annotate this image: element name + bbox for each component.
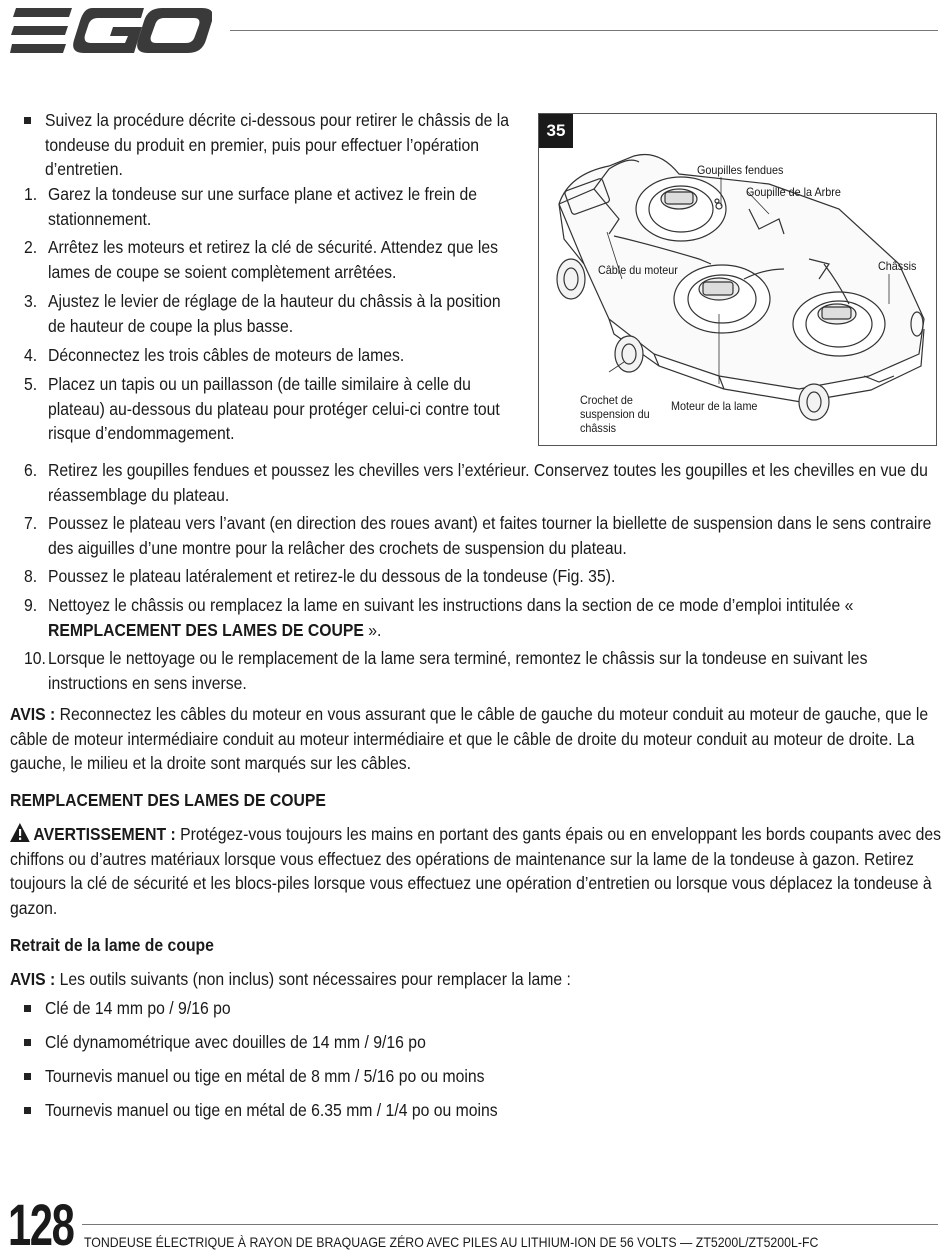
warning-text: Protégez-vous toujours les mains en portant des gants épais ou en enveloppant les bords coupants avec des chiffons ou d’autres matériaux lorsque vous effectuez des opérations de maintenance sur la lame de la tondeuse à gazon. Retirez toujours la clé de sécurité et les blocs-piles lorsque vous effectuez une opération d’entretien ou lorsque vous déplacez la tondeuse à gazon. (10, 824, 941, 918)
label-hook-3: châssis (580, 421, 617, 435)
section-title: REMPLACEMENT DES LAMES DE COUPE (10, 790, 326, 810)
bullet-square (24, 1039, 31, 1046)
label-shaft-pin: Goupille de la Arbre (746, 185, 841, 199)
figure-number: 35 (539, 114, 573, 148)
step-number: 8. (24, 566, 38, 586)
label-motor-cable: Câble du moteur (598, 263, 678, 277)
bullet-square (24, 1005, 31, 1012)
label-blade-motor: Moteur de la lame (671, 399, 758, 413)
step-text: Poussez le plateau latéralement et retirez-le du dessous de la tondeuse (Fig. 35). (48, 566, 616, 586)
step-text: Garez la tondeuse sur une surface plane et activez le frein de stationnement. (48, 184, 478, 229)
intro-bullet (24, 108, 544, 182)
step-text: Placez un tapis ou un paillasson (de taille similaire à celle du plateau) au-dessous du plateau pour protéger celui-ci contre tout risque d’endommagement. (48, 374, 500, 443)
step-10 (24, 646, 950, 699)
intro-step-5 (24, 372, 544, 448)
step-text-before: Nettoyez le châssis ou remplacez la lame en suivant les instructions dans la section de ce mode d’emploi intitulée « (48, 595, 854, 615)
step-text: Poussez le plateau vers l’avant (en direction des roues avant) et faites tourner la biellette de suspension dans le sens contraire des aiguilles d’une montre pour la relâcher des crochets de suspension du plateau. (48, 513, 932, 558)
figure-35 (538, 113, 937, 446)
page-number: 128 (8, 1193, 74, 1258)
footer-title: TONDEUSE ÉLECTRIQUE À RAYON DE BRAQUAGE ZÉRO AVEC PILES AU LITHIUM-ION DE 56 VOLTS — ZT5200L/ZT5200L-FC (84, 1234, 819, 1250)
list-item (24, 1030, 724, 1064)
step-7 (24, 511, 950, 564)
notice-label: AVIS : (10, 969, 56, 989)
ego-logo (10, 8, 212, 54)
step-number: 9. (24, 595, 38, 615)
header-rule (230, 30, 938, 31)
step-text-after: ». (363, 619, 382, 640)
tool-text: Tournevis manuel ou tige en métal de 6.35 mm / 1/4 po ou moins (45, 1100, 498, 1120)
notice-text: Les outils suivants (non inclus) sont nécessaires pour remplacer la lame : (55, 969, 571, 989)
tool-text: Clé dynamométrique avec douilles de 14 mm / 9/16 po (45, 1032, 426, 1052)
tool-text: Tournevis manuel ou tige en métal de 8 mm / 5/16 po ou moins (45, 1066, 485, 1086)
warning-label: AVERTISSEMENT : (33, 824, 176, 844)
intro-section (24, 108, 544, 448)
label-hook-2: suspension du (580, 407, 650, 421)
step-text: Lorsque le nettoyage ou le remplacement de la lame sera terminé, remontez le châssis sur la tondeuse en suivant les instructions en sens inverse. (48, 648, 868, 693)
intro-step-1 (24, 182, 544, 235)
step-text: Déconnectez les trois câbles de moteurs de lames. (48, 345, 405, 365)
notice-reconnect (10, 702, 942, 776)
warning-block (10, 822, 942, 920)
label-chassis: Châssis (878, 259, 917, 273)
bullet-square (24, 1073, 31, 1080)
step-number: 1. (24, 184, 38, 204)
list-item (24, 996, 724, 1030)
intro-bullet-text: Suivez la procédure décrite ci-dessous pour retirer le châssis de la tondeuse du produit en premier, puis pour effectuer l’opération d’entretien. (45, 110, 509, 179)
notice-text: Reconnectez les câbles du moteur en vous assurant que le câble de gauche du moteur conduit au moteur de gauche, que le câble de moteur intermédiaire conduit au moteur intermédiaire et que le câble de droite du moteur conduit au moteur de droite. La gauche, le milieu et la droite sont marqués sur les câbles. (10, 704, 929, 773)
intro-step-4 (24, 343, 544, 372)
step-text (48, 593, 948, 642)
step-6 (24, 458, 950, 511)
subsection-title: Retrait de la lame de coupe (10, 935, 214, 955)
step-8 (24, 564, 950, 593)
tools-list (24, 996, 724, 1132)
warning-triangle-icon (10, 823, 30, 842)
step-9 (24, 593, 950, 646)
step-number: 4. (24, 345, 38, 365)
list-item (24, 1098, 724, 1132)
label-cotter-pins: Goupilles fendues (697, 163, 784, 177)
step-number: 7. (24, 513, 38, 533)
list-item (24, 1064, 724, 1098)
notice-label: AVIS : (10, 704, 56, 724)
step-text: Retirez les goupilles fendues et poussez les chevilles vers l’extérieur. Conservez toutes les goupilles et les chevilles en vue du réassemblage du plateau. (48, 460, 928, 505)
footer-rule (82, 1224, 938, 1225)
section-reference: REMPLACEMENT DES LAMES DE COUPE (48, 619, 364, 640)
notice-tools (10, 967, 942, 992)
step-number: 5. (24, 374, 38, 394)
step-number: 3. (24, 291, 38, 311)
steps-full (24, 458, 950, 699)
step-number: 2. (24, 237, 38, 257)
tool-text: Clé de 14 mm po / 9/16 po (45, 998, 231, 1018)
step-text: Ajustez le levier de réglage de la hauteur du châssis à la position de hauteur de coupe la plus basse. (48, 291, 501, 336)
bullet-square (24, 117, 31, 124)
bullet-square (24, 1107, 31, 1114)
label-hook-1: Crochet de (580, 393, 633, 407)
step-number: 6. (24, 460, 38, 480)
intro-step-2 (24, 235, 544, 289)
step-text: Arrêtez les moteurs et retirez la clé de sécurité. Attendez que les lames de coupe se soient complètement arrêtées. (48, 237, 498, 282)
intro-step-3 (24, 289, 544, 343)
step-number: 10. (24, 648, 46, 668)
